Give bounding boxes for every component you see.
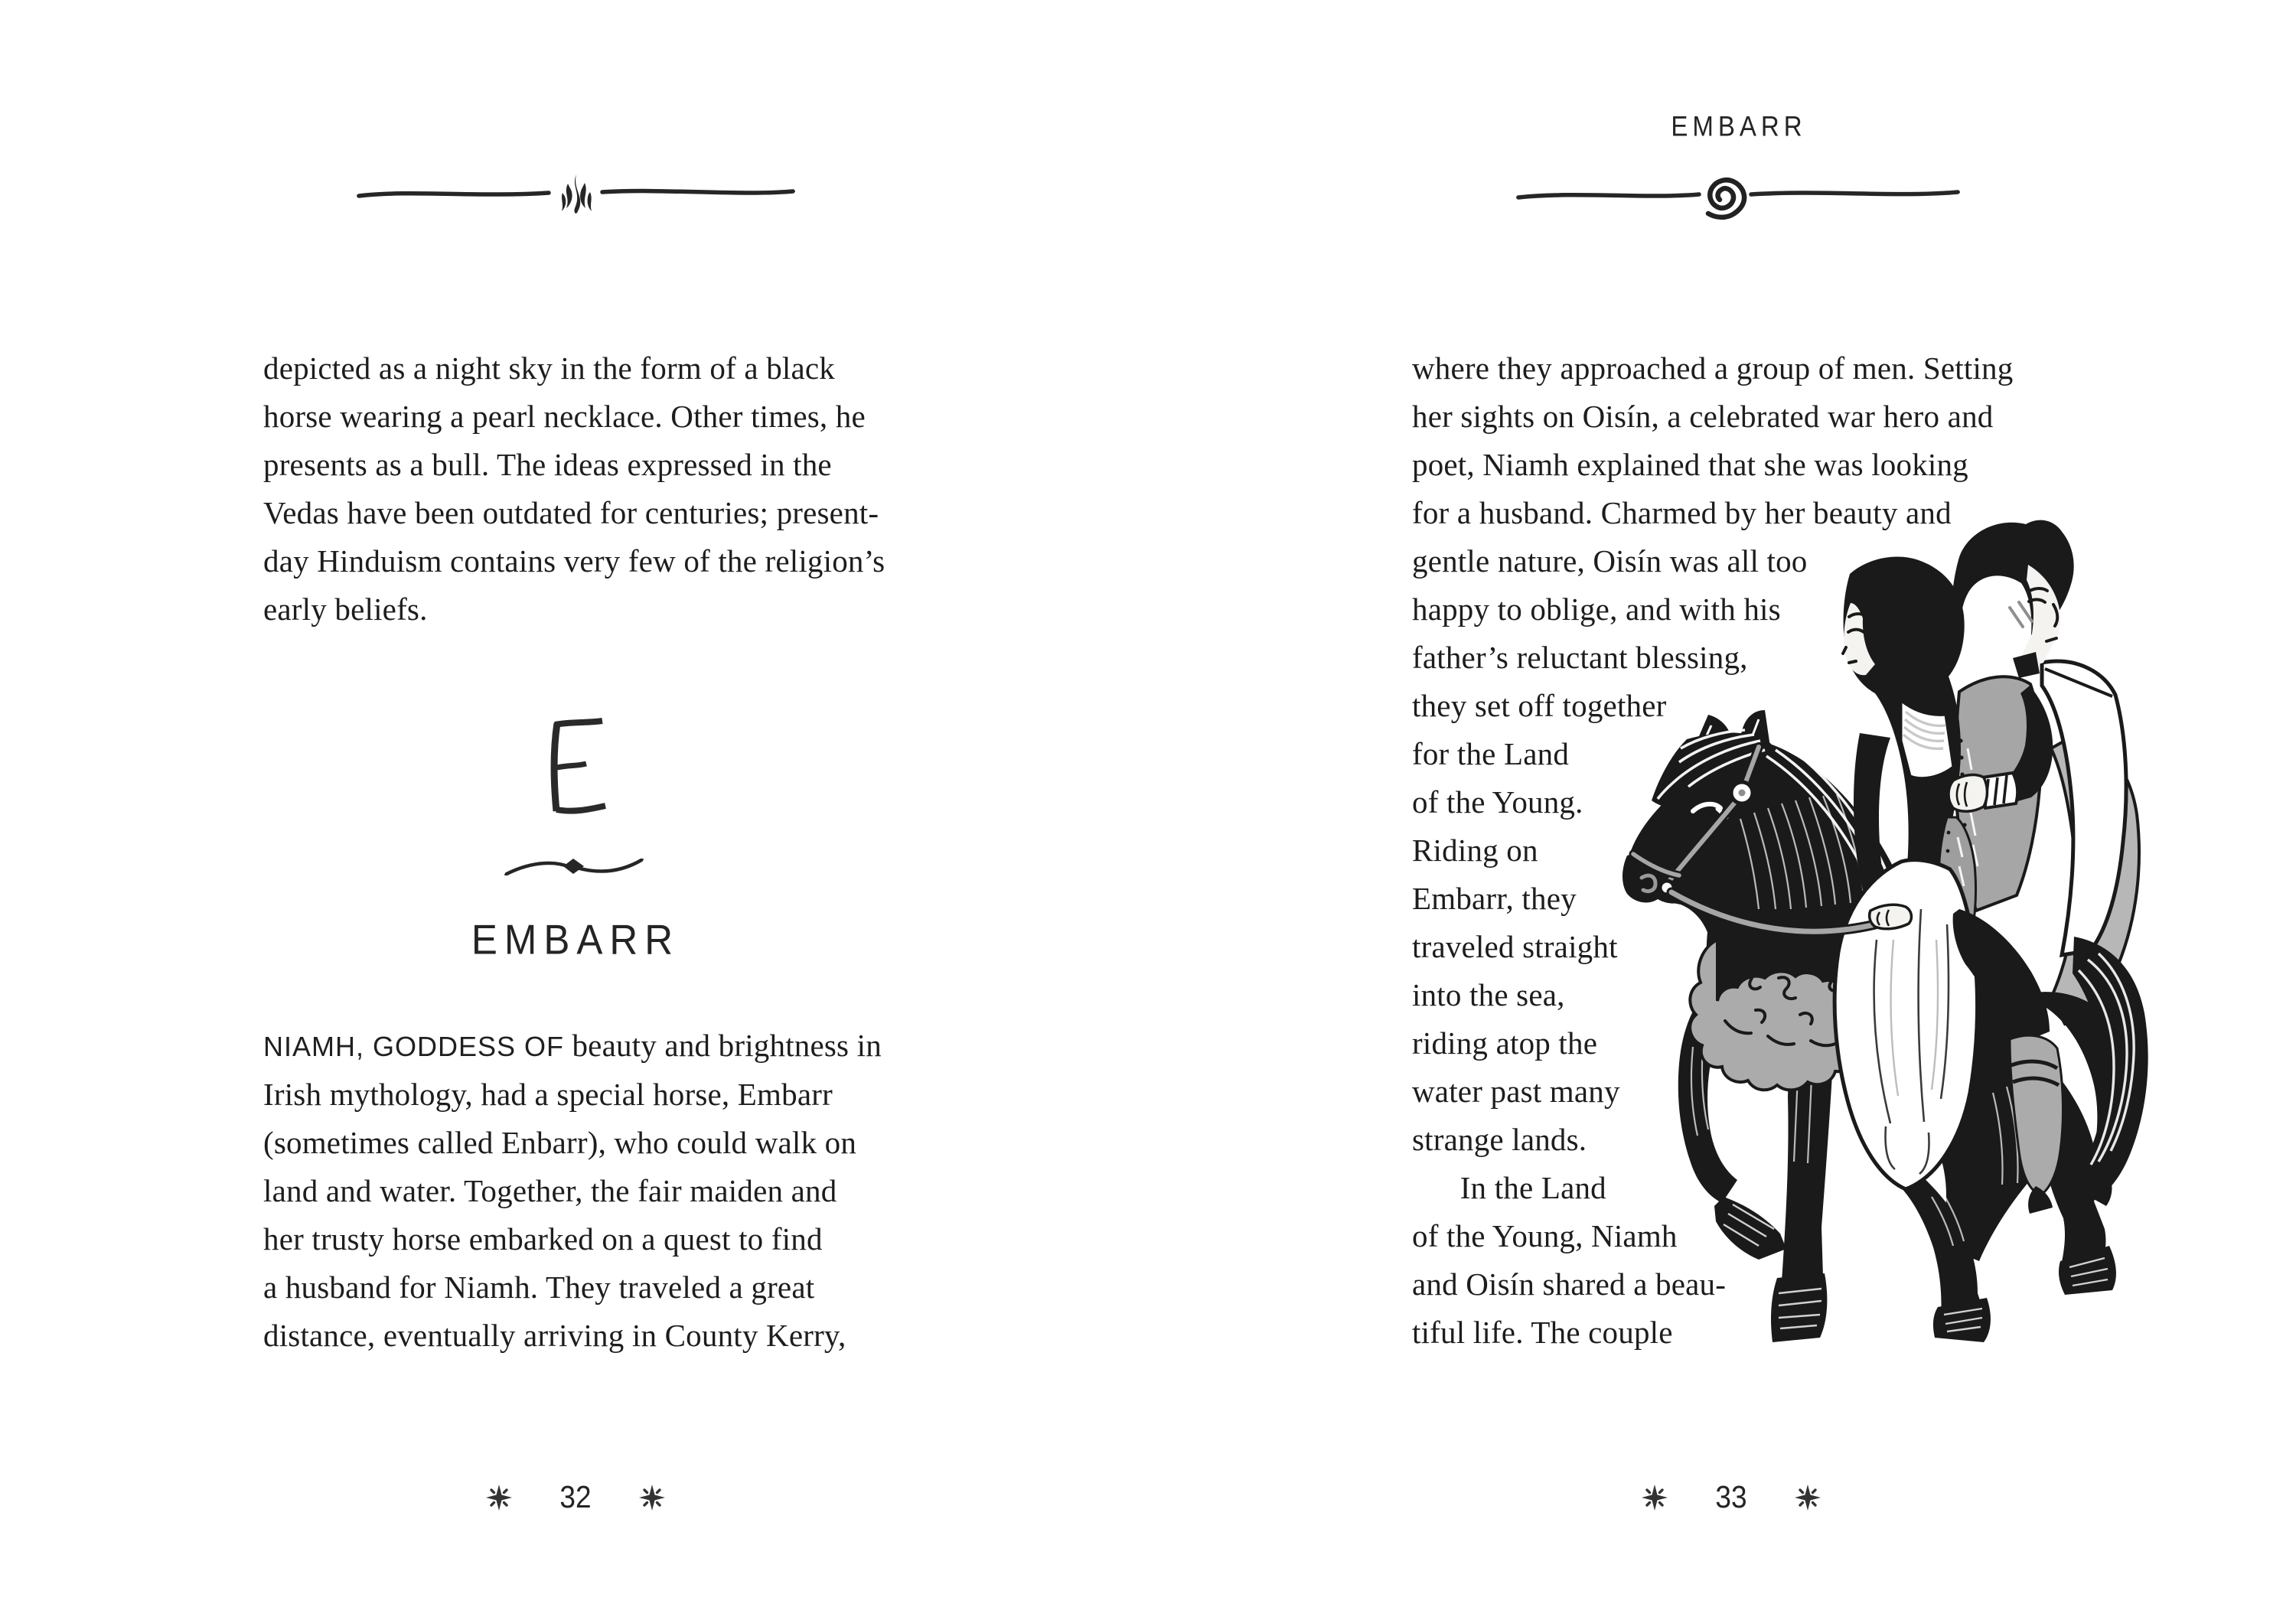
page-number: 33 — [1715, 1479, 1747, 1514]
entry-first-line-rest: beauty and brightness in — [564, 1028, 882, 1063]
text-line: day Hinduism contains very few of the religion’s — [263, 543, 885, 579]
text-line: Embarr, they — [1412, 881, 1577, 916]
star-icon — [1642, 1485, 1668, 1511]
text-line: Vedas have been outdated for centuries; present- — [263, 495, 879, 530]
text-line: riding atop the — [1412, 1025, 1598, 1061]
text-line: of the Young, Niamh — [1412, 1218, 1678, 1253]
text-line: for the Land — [1412, 736, 1570, 771]
text-line: Irish mythology, had a special horse, Embarr — [263, 1077, 833, 1112]
right-page-footer — [1502, 1479, 1961, 1514]
text-line: her sights on Oisín, a celebrated war hero and — [1412, 399, 1994, 434]
rule-line — [1517, 192, 1959, 197]
text-line: tiful life. The couple — [1412, 1315, 1673, 1350]
text-line — [263, 1022, 882, 1071]
text-line: traveled straight — [1412, 929, 1618, 964]
text-line: horse wearing a pearl necklace. Other times, he — [263, 399, 866, 434]
text-line: a husband for Niamh. They traveled a great — [263, 1270, 815, 1305]
text-line: presents as a bull. The ideas expressed in the — [263, 447, 832, 482]
horse-riders-illustration — [1616, 511, 2212, 1370]
left-page-footer — [346, 1479, 805, 1514]
text-line: land and water. Together, the fair maiden and — [263, 1173, 837, 1208]
spiral-icon — [1708, 180, 1744, 217]
text-line: (sometimes called Enbarr), who could walk on — [263, 1125, 857, 1160]
star-icon — [1795, 1485, 1821, 1511]
text-line: where they approached a group of men. Setting — [1412, 350, 2014, 386]
text-line: of the Young. — [1412, 784, 1583, 820]
left-page-ornament — [356, 173, 796, 219]
previous-entry-paragraph — [263, 344, 885, 634]
page-number: 32 — [559, 1479, 592, 1514]
text-line: poet, Niamh explained that she was looking — [1412, 447, 1968, 482]
swash-diamond — [563, 859, 584, 874]
text-line: father’s reluctant blessing, — [1412, 640, 1748, 675]
text-line: In the Land — [1412, 1170, 1606, 1205]
text-line: early beliefs. — [263, 592, 428, 627]
text-line: her trusty horse embarked on a quest to find — [263, 1221, 823, 1257]
text-line: distance, eventually arriving in County Kerry, — [263, 1318, 846, 1353]
star-icon — [486, 1485, 512, 1511]
text-line: into the sea, — [1412, 977, 1565, 1012]
entry-paragraph — [263, 1022, 882, 1360]
flame-icon — [562, 174, 592, 214]
text-line: and Oisín shared a beau- — [1412, 1266, 1727, 1302]
text-line: depicted as a night sky in the form of a black — [263, 350, 835, 386]
text-line: for a husband. Charmed by her beauty and — [1412, 495, 1952, 530]
entry-lead-in: NIAMH, GODDESS OF — [263, 1031, 565, 1062]
section-swash — [504, 849, 644, 886]
star-icon — [639, 1485, 665, 1511]
text-line: happy to oblige, and with his — [1412, 592, 1781, 627]
entry-title: EMBARR — [471, 915, 680, 963]
text-line: gentle nature, Oisín was all too — [1412, 543, 1808, 579]
text-line: Riding on — [1412, 833, 1538, 868]
text-line: strange lands. — [1412, 1122, 1587, 1157]
text-line: water past many — [1412, 1074, 1620, 1109]
running-head: EMBARR — [1671, 109, 1807, 142]
text-line: they set off together — [1412, 688, 1667, 723]
rule-line — [357, 191, 794, 196]
right-page-ornament — [1515, 171, 1961, 222]
section-letter-E — [538, 716, 615, 819]
